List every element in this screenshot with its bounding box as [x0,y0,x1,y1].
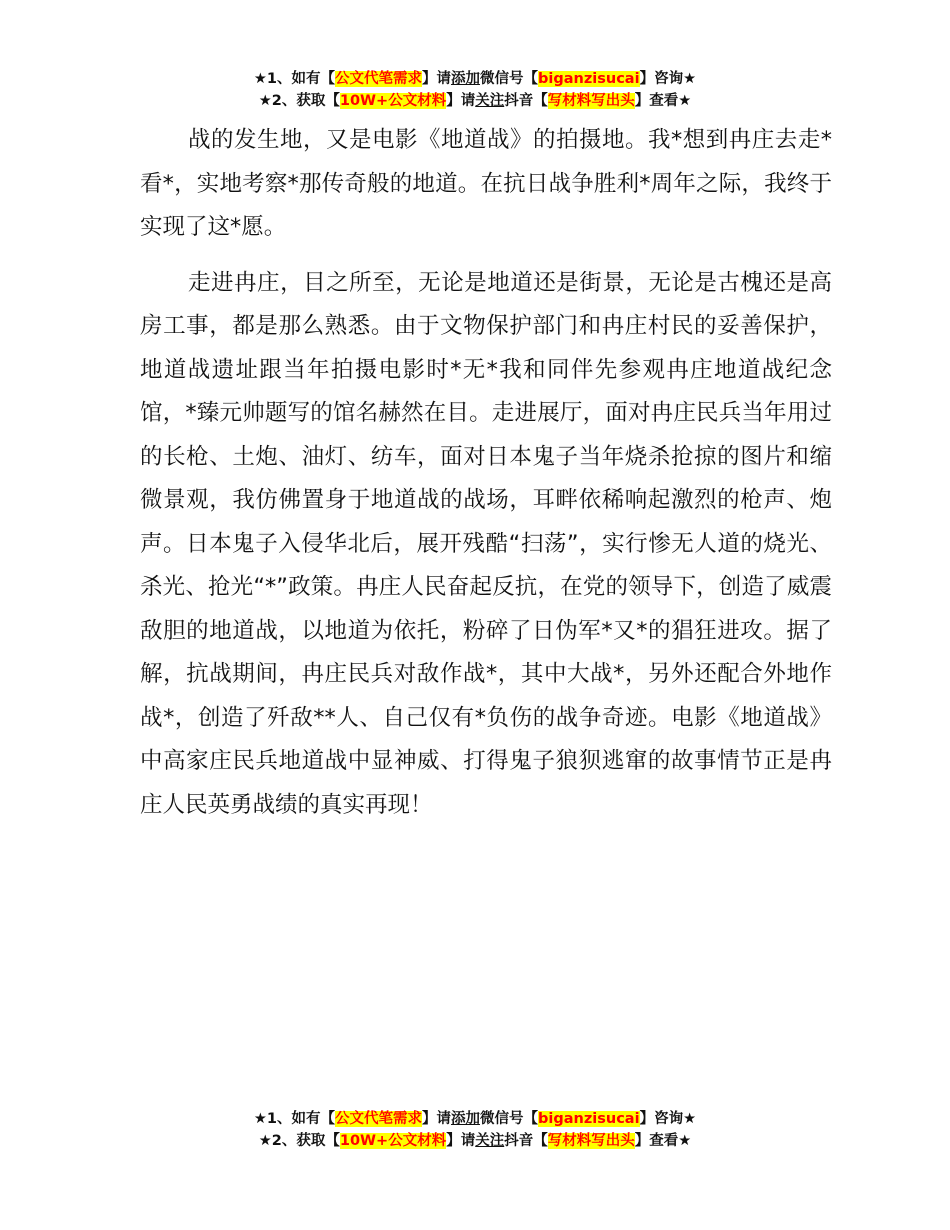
banner-text: ★1、如有【 [253,71,336,87]
banner-text: 】查看★ [634,93,692,109]
banner-text: 抖音【 [504,93,548,109]
banner-text: 】请 [446,1133,476,1149]
underlined-add: 添加 [451,1111,481,1127]
underlined-add: 添加 [451,71,481,87]
banner-text: 】请 [422,1111,452,1127]
banner-text: 微信号【 [480,71,539,87]
banner-text: 抖音【 [504,1133,548,1149]
highlight-wechat-id: biganzisucai [538,71,640,87]
banner-line-2 [0,90,950,112]
banner-text: ★1、如有【 [253,1111,336,1127]
banner-line-1 [0,1108,950,1130]
footer-banner [0,1108,950,1152]
header-banner [0,68,950,112]
paragraph-1: 战的发生地，又是电影《地道战》的拍摄地。我*想到冉庄去走*看*，实地考察*那传奇般的地道。在抗日战争胜利*周年之际，我终于实现了这*愿。 [140,127,832,240]
document-body [140,119,832,827]
banner-line-1 [0,68,950,90]
banner-text: 】请 [446,93,476,109]
banner-text: ★2、获取【 [258,93,340,109]
banner-text: 】咨询★ [639,1111,697,1127]
paragraph-2: 走进冉庄，目之所至，无论是地道还是街景，无论是古槐还是高房工事，都是那么熟悉。由于文物保护部门和冉庄村民的妥善保护，地道战遗址跟当年拍摄电影时*无*我和同伴先参观冉庄地道战纪念馆，*臻元帅题写的馆名赫然在目。走进展厅，面对冉庄民兵当年用过的长枪、土炮、油灯、纺车，面对日本鬼子当年烧杀抢掠的图片和缩微景观，我仿佛置身于地道战的战场，耳畔依稀响起激烈的枪声、炮声。日本鬼子入侵华北后，展开残酷“扫荡”，实行惨无人道的烧光、杀光、抢光“*”政策。冉庄人民奋起反抗，在党的领导下，创造了威震敌胆的地道战，以地道为依托，粉碎了日伪军*又*的猖狂进攻。据了解，抗战期间，冉庄民兵对敌作战*，其中大战*，另外还配合外地作战*，创造了歼敌**人、自己仅有*负伤的战争奇迹。电影《地道战》中高家庄民兵地道战中显神威、打得鬼子狼狈逃窜的故事情节正是冉庄人民英勇战绩的真实再现！ [140,269,832,818]
underlined-follow: 关注 [475,93,505,109]
banner-line-2 [0,1130,950,1152]
highlight-douyin-account: 写材料写出头 [547,93,635,109]
highlight-service: 公文代笔需求 [335,71,423,87]
highlight-materials: 10W+公文材料 [339,93,447,109]
banner-text: ★2、获取【 [258,1133,340,1149]
highlight-materials: 10W+公文材料 [339,1133,447,1149]
highlight-douyin-account: 写材料写出头 [547,1133,635,1149]
banner-text: 】查看★ [634,1133,692,1149]
underlined-follow: 关注 [475,1133,505,1149]
banner-text: 】咨询★ [639,71,697,87]
highlight-service: 公文代笔需求 [335,1111,423,1127]
banner-text: 微信号【 [480,1111,539,1127]
banner-text: 】请 [422,71,452,87]
highlight-wechat-id: biganzisucai [538,1111,640,1127]
